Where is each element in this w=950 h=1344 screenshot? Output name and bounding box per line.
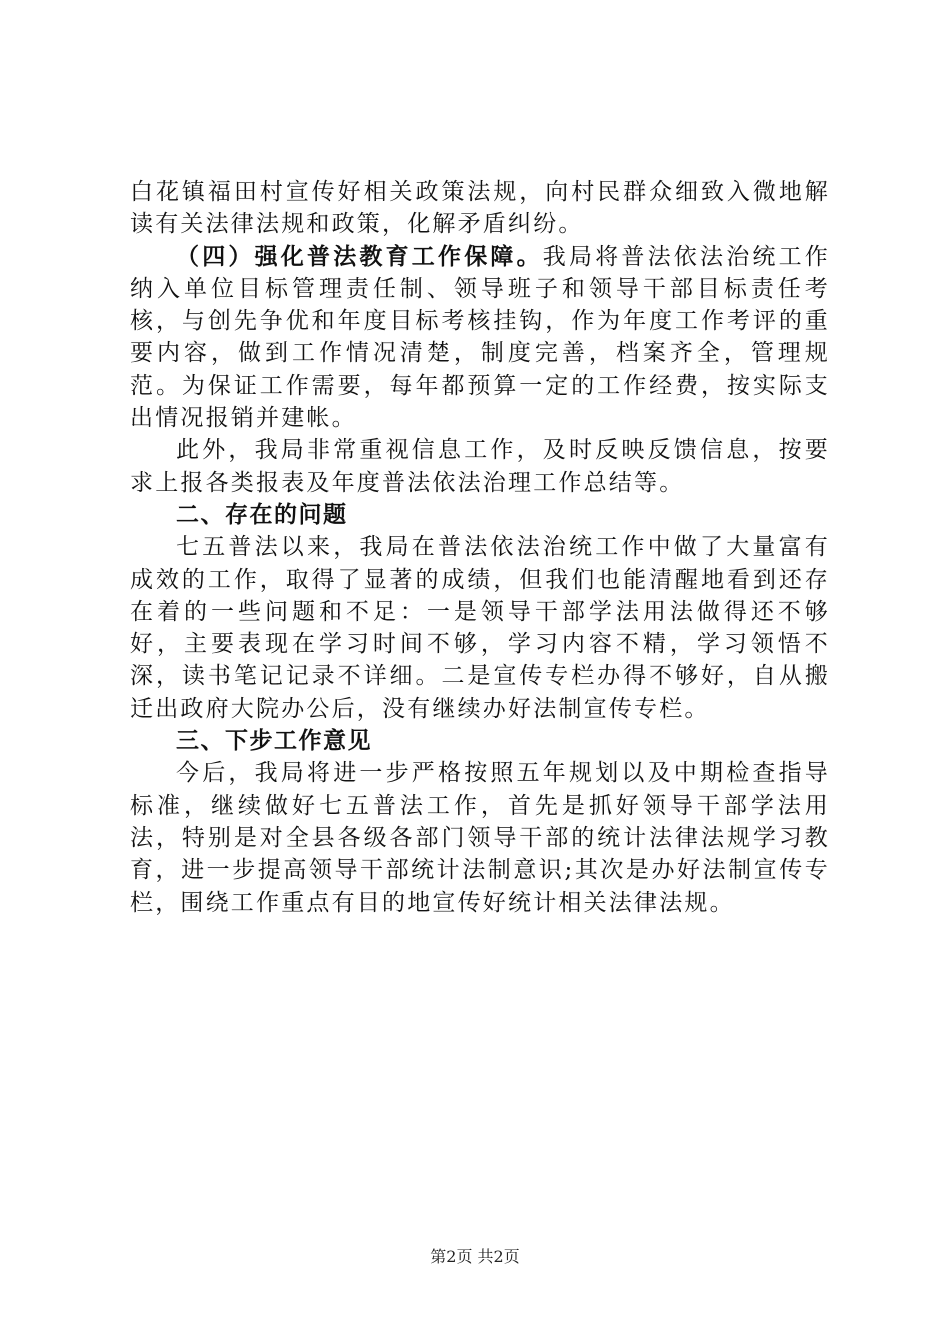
section-heading-next-steps: 三、下步工作意见	[176, 728, 372, 755]
paragraph-safeguards	[130, 241, 830, 435]
paragraph-next-steps: 今后，我局将进一步严格按照五年规划以及中期检查指导标准，继续做好七五普法工作，首先是抓好领导干部学法用法，特别是对全县各级各部门领导干部的统计法律法规学习教育，进一步提高领导干部统计法制意识;其次是办好法制宣传专栏，围绕工作重点有目的地宣传好统计相关法律法规。	[130, 760, 830, 916]
paragraph-problems: 七五普法以来，我局在普法依法治统工作中做了大量富有成效的工作，取得了显著的成绩，但我们也能清醒地看到还存在着的一些问题和不足：一是领导干部学法用法做得还不够好，主要表现在学习时间不够，学习内容不精，学习领悟不深，读书笔记记录不详细。二是宣传专栏办得不够好，自从搬迁出政府大院办公后，没有继续办好法制宣传专栏。	[130, 534, 830, 722]
paragraph-continuation: 白花镇福田村宣传好相关政策法规，向村民群众细致入微地解读有关法律法规和政策，化解矛盾纠纷。	[130, 179, 830, 238]
page-number-footer: 第2页 共2页	[430, 1247, 520, 1266]
paragraph-lead-heading: （四）强化普法教育工作保障。	[176, 243, 543, 270]
paragraph-information-work: 此外，我局非常重视信息工作，及时反映反馈信息，按要求上报各类报表及年度普法依法治理工作总结等。	[130, 437, 830, 496]
document-body	[130, 176, 830, 919]
section-heading-problems: 二、存在的问题	[176, 501, 348, 528]
paragraph-body-text: 我局将普法依法治统工作纳入单位目标管理责任制、领导班子和领导干部目标责任考核，与创先争优和年度目标考核挂钩，作为年度工作考评的重要内容，做到工作情况清楚，制度完善，档案齐全，管理规范。为保证工作需要，每年都预算一定的工作经费，按实际支出情况报销并建帐。	[130, 243, 830, 432]
